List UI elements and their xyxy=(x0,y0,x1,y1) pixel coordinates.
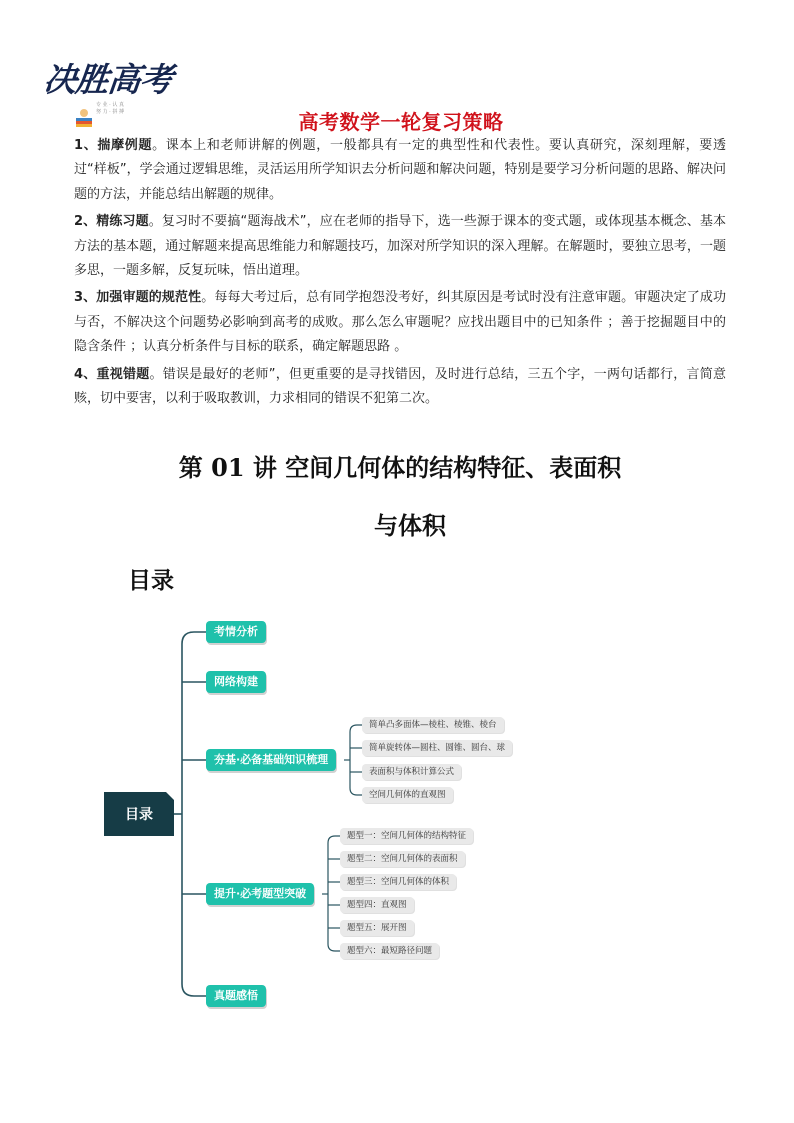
strategy-paragraph xyxy=(74,286,726,359)
lecture-title-line1: 第 01 讲 空间几何体的结构特征、表面积 xyxy=(178,453,622,482)
strategy-body: 。每每大考过后，总有同学抱怨没考好，纠其原因是考试时没有注意审题。审题决定了成功与否，不解决这个问题势必影响到高考的成败。那么怎么审题呢？应找出题目中的已知条件 ；善于挖掘题目中的隐含条件 ；认真分析条件与目标的联系，确定解题思路 。 xyxy=(74,290,726,355)
leaf-foundation: 表面积与体积计算公式 xyxy=(362,764,461,780)
mindmap-root: 目录 xyxy=(104,792,174,836)
connector-leaf xyxy=(350,732,362,795)
leaf-foundation: 简单凸多面体—棱柱、棱锥、棱台 xyxy=(362,717,504,733)
strategy-body: 。课本上和老师讲解的例题，一般都具有一定的典型性和代表性。要认真研究，深刻理解，要透过“样板”，学会通过逻辑思维，灵活运用所学知识去分析问题和解决问题，特别是要学习分析问题的思路、解决问题的方法，并能总结出解题的规律。 xyxy=(74,138,726,202)
main-title xyxy=(0,106,794,135)
strategy-paragraph xyxy=(74,134,726,207)
main-title-text: 高考数学一轮复习策略 xyxy=(298,110,504,134)
leaf-question-type: 题型六：最短路径问题 xyxy=(340,943,439,959)
strategy-lead: 2、精练习题 xyxy=(74,214,149,230)
branch-network: 网络构建 xyxy=(206,671,266,693)
lecture-title-line2: 与体积 xyxy=(374,511,446,540)
leaf-question-type: 题型三：空间几何体的体积 xyxy=(340,874,456,890)
strategy-paragraph xyxy=(74,210,726,283)
strategy-section xyxy=(74,134,726,414)
strategy-lead: 4、重视错题 xyxy=(74,366,150,382)
branch-question-types: 提升·必考题型突破 xyxy=(206,883,314,905)
leaf-question-type: 题型二：空间几何体的表面积 xyxy=(340,851,465,867)
leaf-question-type: 题型五：展开图 xyxy=(340,920,414,936)
strategy-lead: 1、揣摩例题 xyxy=(74,138,153,153)
branch-real-exam: 真题感悟 xyxy=(206,985,266,1007)
toc-heading: 目录 xyxy=(128,568,174,594)
leaf-question-type: 题型一：空间几何体的结构特征 xyxy=(340,828,473,844)
logo-slogan-line: 努 力 · 拼 搏 xyxy=(96,109,124,115)
branch-foundation: 夯基·必备基础知识梳理 xyxy=(206,749,336,771)
toc-mindmap xyxy=(100,612,540,1022)
logo-text: 决胜高考 xyxy=(41,60,174,99)
strategy-body: 。错误是最好的老师”，但更重要的是寻找错因，及时进行总结，三五个字，一两句话都行，言简意赅，切中要害，以利于吸取教训，力求相同的错误不犯第二次。 xyxy=(74,366,726,407)
strategy-paragraph xyxy=(74,363,726,412)
leaf-foundation: 空间几何体的直观图 xyxy=(362,787,453,803)
leaf-question-type: 题型四：直观图 xyxy=(340,897,414,913)
root-corner-fold xyxy=(166,792,174,800)
logo-slogan-line: 专 业 · 认 真 xyxy=(96,102,124,108)
connector-leaf xyxy=(350,725,362,732)
leaf-foundation: 简单旋转体—圆柱、圆锥、圆台、球 xyxy=(362,740,512,756)
connector-leaf xyxy=(328,836,340,843)
strategy-lead: 3、加强审题的规范性 xyxy=(74,290,202,306)
connector-trunk xyxy=(182,644,206,996)
strategy-body: 。复习时不要搞“题海战术”，应在老师的指导下，选一些源于课本的变式题，或体现基本概念、基本方法的基本题，通过解题来提高思维能力和解题技巧，加深对所学知识的深入理解。在解题时，要独立思考，一题多思，一题多解，反复玩味，悟出道理。 xyxy=(74,214,726,279)
connector-trunk xyxy=(182,632,206,644)
branch-exam-analysis: 考情分析 xyxy=(206,621,266,643)
